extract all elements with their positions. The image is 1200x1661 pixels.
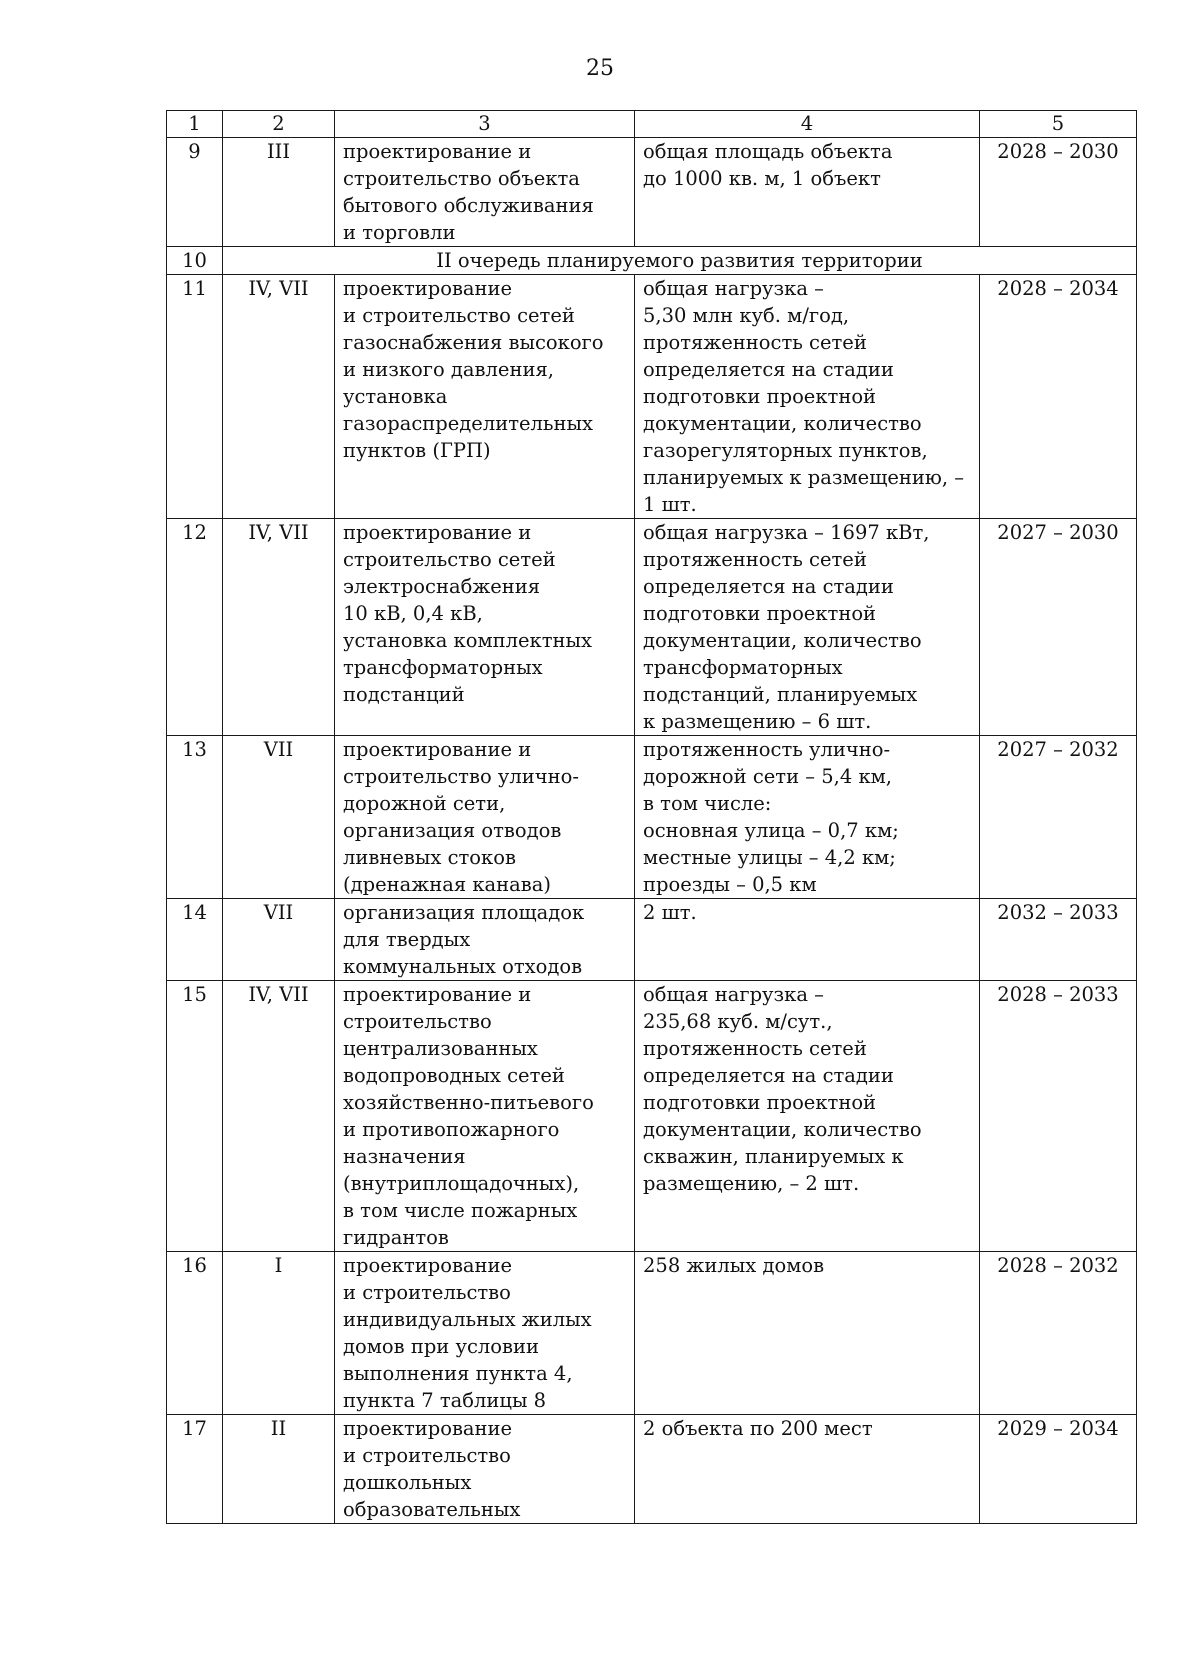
parameter-line: скважин, планируемых к <box>643 1145 904 1168</box>
activity-line: назначения <box>343 1145 466 1168</box>
row-period: 2032 – 2033 <box>980 899 1137 981</box>
parameter-line: общая нагрузка – 1697 кВт, <box>643 521 930 544</box>
row-number: 13 <box>167 736 223 899</box>
parameter-line: подстанций, планируемых <box>643 683 918 706</box>
parameter-line: протяженность сетей <box>643 1037 867 1060</box>
activity-line: строительство сетей <box>343 548 556 571</box>
row-period: 2028 – 2033 <box>980 981 1137 1252</box>
row-activity <box>335 981 635 1252</box>
activity-line: домов при условии <box>343 1335 539 1358</box>
parameter-line: размещению, – 2 шт. <box>643 1172 860 1195</box>
parameter-line: до 1000 кв. м, 1 объект <box>643 167 881 190</box>
table-row <box>167 899 1137 981</box>
table-row <box>167 1415 1137 1524</box>
parameter-line: 258 жилых домов <box>643 1254 825 1277</box>
row-number: 17 <box>167 1415 223 1524</box>
row-activity <box>335 275 635 519</box>
activity-line: дорожной сети, <box>343 792 506 815</box>
activity-line: проектирование и <box>343 521 532 544</box>
parameter-line: дорожной сети – 5,4 км, <box>643 765 892 788</box>
activity-line: централизованных <box>343 1037 538 1060</box>
activity-line: 10 кВ, 0,4 кВ, <box>343 602 483 625</box>
row-period: 2028 – 2030 <box>980 138 1137 247</box>
row-stage: IV, VII <box>223 981 335 1252</box>
parameter-line: подготовки проектной <box>643 1091 877 1114</box>
activity-line: установка <box>343 385 448 408</box>
row-period: 2028 – 2034 <box>980 275 1137 519</box>
activity-line: (внутриплощадочных), <box>343 1172 580 1195</box>
parameter-line: документации, количество <box>643 412 922 435</box>
activity-line: водопроводных сетей <box>343 1064 565 1087</box>
activity-line: строительство улично- <box>343 765 579 788</box>
row-period: 2029 – 2034 <box>980 1415 1137 1524</box>
activity-line: строительство объекта <box>343 167 580 190</box>
row-activity <box>335 1252 635 1415</box>
row-period: 2028 – 2032 <box>980 1252 1137 1415</box>
row-activity <box>335 1415 635 1524</box>
row-stage: I <box>223 1252 335 1415</box>
activity-line: в том числе пожарных <box>343 1199 578 1222</box>
table-row <box>167 981 1137 1252</box>
parameter-line: общая нагрузка – <box>643 277 824 300</box>
parameter-line: трансформаторных <box>643 656 843 679</box>
activity-line: хозяйственно-питьевого <box>343 1091 594 1114</box>
activity-line: газоснабжения высокого <box>343 331 604 354</box>
row-period: 2027 – 2032 <box>980 736 1137 899</box>
activity-line: проектирование <box>343 1417 513 1440</box>
table-row <box>167 736 1137 899</box>
activity-line: индивидуальных жилых <box>343 1308 592 1331</box>
activity-line: организация площадок <box>343 901 585 924</box>
activity-line: для твердых <box>343 928 471 951</box>
activity-line: проектирование <box>343 277 513 300</box>
row-number: 11 <box>167 275 223 519</box>
activity-line: и строительство <box>343 1281 511 1304</box>
column-number-row <box>167 111 1137 138</box>
activity-line: строительство <box>343 1010 492 1033</box>
parameter-line: подготовки проектной <box>643 602 877 625</box>
parameter-line: общая площадь объекта <box>643 140 893 163</box>
row-number: 14 <box>167 899 223 981</box>
parameter-line: планируемых к размещению, – <box>643 466 965 489</box>
parameter-line: документации, количество <box>643 629 922 652</box>
parameter-line: общая нагрузка – <box>643 983 824 1006</box>
row-parameters <box>635 899 980 981</box>
activity-line: (дренажная канава) <box>343 873 551 896</box>
column-number-5: 5 <box>980 111 1137 138</box>
activity-line: гидрантов <box>343 1226 449 1249</box>
activity-line: дошкольных <box>343 1471 472 1494</box>
table-row <box>167 275 1137 519</box>
section-title: II очередь планируемого развития территории <box>223 247 1137 275</box>
activity-line: трансформаторных <box>343 656 543 679</box>
row-activity <box>335 899 635 981</box>
activity-line: и строительство <box>343 1444 511 1467</box>
activity-line: образовательных <box>343 1498 521 1521</box>
row-number: 15 <box>167 981 223 1252</box>
parameter-line: проезды – 0,5 км <box>643 873 817 896</box>
activity-line: и строительство сетей <box>343 304 575 327</box>
row-stage: IV, VII <box>223 519 335 736</box>
table-row <box>167 1252 1137 1415</box>
parameter-line: протяженность сетей <box>643 548 867 571</box>
activity-line: и торговли <box>343 221 456 244</box>
parameter-line: основная улица – 0,7 км; <box>643 819 899 842</box>
activity-line: коммунальных отходов <box>343 955 583 978</box>
parameter-line: 1 шт. <box>643 493 697 516</box>
parameter-line: протяженность улично- <box>643 738 891 761</box>
row-parameters <box>635 138 980 247</box>
column-number-1: 1 <box>167 111 223 138</box>
activity-line: проектирование <box>343 1254 513 1277</box>
row-activity <box>335 736 635 899</box>
parameter-line: определяется на стадии <box>643 358 894 381</box>
activity-line: и противопожарного <box>343 1118 560 1141</box>
activity-line: электроснабжения <box>343 575 541 598</box>
row-parameters <box>635 736 980 899</box>
parameter-line: документации, количество <box>643 1118 922 1141</box>
activity-line: пунктов (ГРП) <box>343 439 491 462</box>
table-row <box>167 138 1137 247</box>
row-stage: IV, VII <box>223 275 335 519</box>
activity-line: газораспределительных <box>343 412 594 435</box>
parameter-line: 2 объекта по 200 мест <box>643 1417 873 1440</box>
parameter-line: определяется на стадии <box>643 1064 894 1087</box>
activity-line: бытового обслуживания <box>343 194 594 217</box>
row-stage: VII <box>223 736 335 899</box>
activity-line: подстанций <box>343 683 465 706</box>
activity-line: проектирование и <box>343 140 532 163</box>
row-number: 10 <box>167 247 223 275</box>
column-number-4: 4 <box>635 111 980 138</box>
parameter-line: газорегуляторных пунктов, <box>643 439 928 462</box>
parameter-line: 5,30 млн куб. м/год, <box>643 304 850 327</box>
row-stage: II <box>223 1415 335 1524</box>
activity-line: выполнения пункта 4, <box>343 1362 573 1385</box>
row-period: 2027 – 2030 <box>980 519 1137 736</box>
row-number: 9 <box>167 138 223 247</box>
table-body <box>167 111 1137 1524</box>
column-number-2: 2 <box>223 111 335 138</box>
row-activity <box>335 138 635 247</box>
parameter-line: определяется на стадии <box>643 575 894 598</box>
parameter-line: 235,68 куб. м/сут., <box>643 1010 833 1033</box>
row-parameters <box>635 981 980 1252</box>
row-activity <box>335 519 635 736</box>
activity-line: организация отводов <box>343 819 562 842</box>
parameter-line: подготовки проектной <box>643 385 877 408</box>
row-number: 16 <box>167 1252 223 1415</box>
activity-line: ливневых стоков <box>343 846 516 869</box>
parameter-line: к размещению – 6 шт. <box>643 710 872 733</box>
activity-line: и низкого давления, <box>343 358 554 381</box>
row-parameters <box>635 1252 980 1415</box>
activity-line: проектирование и <box>343 738 532 761</box>
row-number: 12 <box>167 519 223 736</box>
column-number-3: 3 <box>335 111 635 138</box>
row-stage: III <box>223 138 335 247</box>
row-parameters <box>635 1415 980 1524</box>
parameter-line: в том числе: <box>643 792 772 815</box>
parameter-line: 2 шт. <box>643 901 697 924</box>
row-stage: VII <box>223 899 335 981</box>
row-parameters <box>635 519 980 736</box>
table-row <box>167 519 1137 736</box>
activity-line: установка комплектных <box>343 629 593 652</box>
row-parameters <box>635 275 980 519</box>
parameter-line: протяженность сетей <box>643 331 867 354</box>
section-row <box>167 247 1137 275</box>
parameter-line: местные улицы – 4,2 км; <box>643 846 896 869</box>
planning-table <box>166 110 1137 1524</box>
page-number: 25 <box>586 56 614 81</box>
activity-line: проектирование и <box>343 983 532 1006</box>
activity-line: пункта 7 таблицы 8 <box>343 1389 547 1412</box>
